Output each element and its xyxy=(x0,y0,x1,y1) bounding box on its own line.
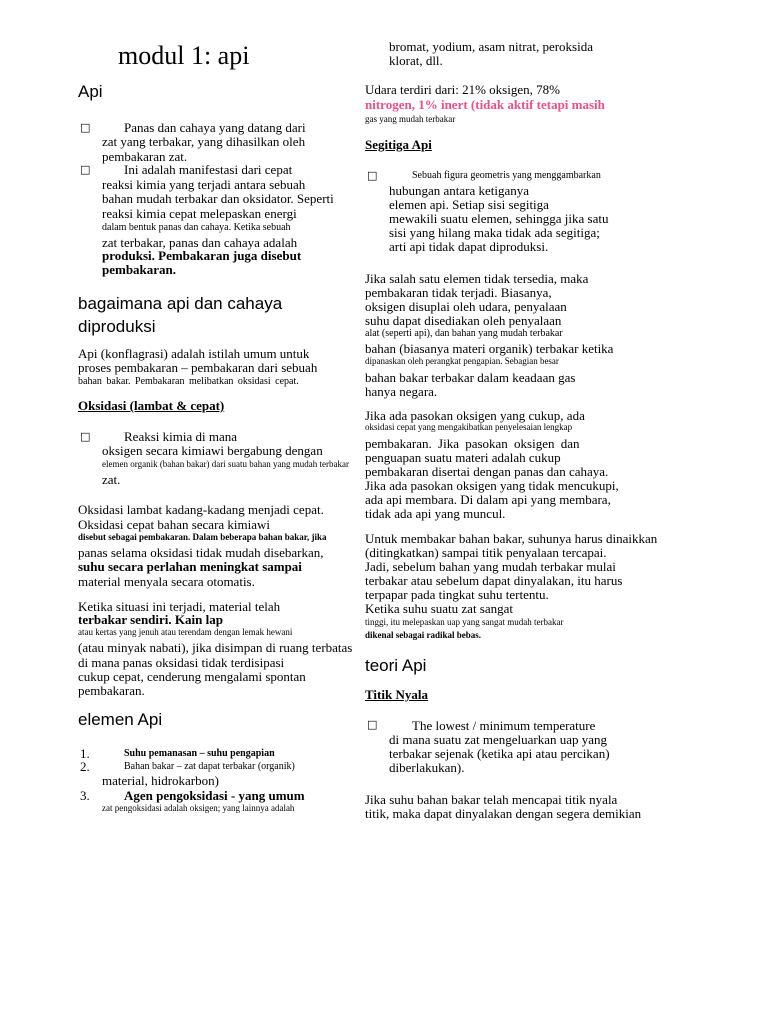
how-p1-line-2: proses pembakaran – pembakaran dari sebuah xyxy=(78,360,318,375)
api-bullet-2-line-6: zat terbakar, panas dan cahaya adalah xyxy=(102,235,298,250)
heading-teori: teori Api xyxy=(365,656,427,675)
api-bullet-2-line-5: dalam bentuk panas dan cahaya. Ketika sebuah xyxy=(102,222,291,233)
right-p1-line-1: Jika salah satu elemen tidak tersedia, maka xyxy=(365,271,589,286)
elemen-item-3b: zat pengoksidasi adalah oksigen; yang lainnya adalah xyxy=(102,803,295,813)
right-top-line-1: bromat, yodium, asam nitrat, peroksida xyxy=(389,39,593,54)
titik-bullet-line-2: di mana suatu zat mengeluarkan uap yang xyxy=(389,732,608,747)
heading-how-line-2: diproduksi xyxy=(78,317,156,336)
api-bullet-2-line-4: reaksi kimia cepat melepaskan energi xyxy=(102,206,297,221)
how-p2-line-6: material menyala secara otomatis. xyxy=(78,574,255,589)
right-p3-line-7: tinggi, itu melepaskan uap yang sangat mudah terbakar xyxy=(365,617,564,627)
heading-how-line-1: bagaimana api dan cahaya xyxy=(78,294,283,313)
how-p2-line-3: disebut sebagai pembakaran. Dalam beberapa bahan bakar, jika xyxy=(78,532,327,542)
segitiga-bullet-line-1: Sebuah figura geometris yang menggambarkan xyxy=(412,170,601,181)
subheading-oksidasi: Oksidasi (lambat & cepat) xyxy=(78,398,225,413)
right-p2-line-3: pembakaran. Jika pasokan oksigen dan xyxy=(365,436,580,451)
segitiga-bullet-line-3: elemen api. Setiap sisi segitiga xyxy=(389,197,549,212)
bullet-icon: □ xyxy=(80,163,91,176)
heading-api: Api xyxy=(78,82,103,101)
right-p3-line-5: terpapar pada tingkat suhu tertentu. xyxy=(365,587,549,602)
right-p3-line-1: Untuk membakar bahan bakar, suhunya harus dinaikkan xyxy=(365,531,658,546)
subheading-segitiga: Segitiga Api xyxy=(365,137,432,152)
api-bullet-1-line-3: pembakaran zat. xyxy=(102,149,188,164)
bullet-icon: □ xyxy=(367,169,378,182)
elemen-item-3: Agen pengoksidasi - yang umum xyxy=(124,788,305,803)
right-p2-line-4: penguapan suatu materi adalah cukup xyxy=(365,450,561,465)
right-p4-line-1: Jika suhu bahan bakar telah mencapai titik nyala xyxy=(365,792,618,807)
elemen-num-2: 2. xyxy=(80,759,90,774)
how-p2-line-2: Oksidasi cepat bahan secara kimiawi xyxy=(78,517,271,532)
how-p3-line-3: atau kertas yang jenuh atau terendam dengan lemak hewani xyxy=(78,627,293,637)
oks-bullet-line-2: oksigen secara kimiawi bergabung dengan xyxy=(102,443,323,458)
right-p2-line-8: tidak ada api yang muncul. xyxy=(365,506,506,521)
right-p1-line-6: bahan (biasanya materi organik) terbakar ketika xyxy=(365,341,614,356)
api-bullet-2-line-2: reaksi kimia yang terjadi antara sebuah xyxy=(102,177,306,192)
elemen-num-3: 3. xyxy=(80,788,90,803)
right-p2-line-6: Jika ada pasokan oksigen yang tidak mencukupi, xyxy=(365,478,619,493)
how-p2-line-5: suhu secara perlahan meningkat sampai xyxy=(78,559,302,574)
how-p3-line-7: pembakaran. xyxy=(78,683,145,698)
bullet-icon: □ xyxy=(367,718,378,731)
udara-line-2: nitrogen, 1% inert (tidak aktif tetapi masih xyxy=(365,97,605,112)
bullet-icon: □ xyxy=(80,121,91,134)
oks-bullet-line-3: elemen organik (bahan bakar) dari suatu bahan yang mudah terbakar xyxy=(102,459,349,469)
elemen-item-2b: material, hidrokarbon) xyxy=(102,773,219,788)
elemen-item-1: Suhu pemanasan – suhu pengapian xyxy=(124,748,275,759)
right-p2-line-1: Jika ada pasokan oksigen yang cukup, ada xyxy=(365,408,585,423)
right-p1-line-9: hanya negara. xyxy=(365,384,438,399)
right-p1-line-2: pembakaran tidak terjadi. Biasanya, xyxy=(365,285,552,300)
segitiga-bullet-line-5: sisi yang hilang maka tidak ada segitiga; xyxy=(389,225,600,240)
how-p2-line-4: panas selama oksidasi tidak mudah disebarkan, xyxy=(78,545,324,560)
udara-line-3: gas yang mudah terbakar xyxy=(365,114,456,124)
right-p4-line-2: titik, maka dapat dinyalakan dengan segera demikian xyxy=(365,806,642,821)
elemen-num-1: 1. xyxy=(80,746,90,761)
segitiga-bullet-line-4: mewakili suatu elemen, sehingga jika satu xyxy=(389,211,609,226)
right-p3-line-8: dikenal sebagai radikal bebas. xyxy=(365,630,482,640)
udara-line-1: Udara terdiri dari: 21% oksigen, 78% xyxy=(365,82,560,97)
right-p3-line-3: Jadi, sebelum bahan yang mudah terbakar mulai xyxy=(365,559,616,574)
right-p1-line-8: bahan bakar terbakar dalam keadaan gas xyxy=(365,370,576,385)
subheading-titik-nyala: Titik Nyala xyxy=(365,687,428,702)
right-p1-line-4: suhu dapat disediakan oleh penyalaan xyxy=(365,313,562,328)
right-p2-line-5: pembakaran disertai dengan panas dan cahaya. xyxy=(365,464,609,479)
right-p3-line-6: Ketika suhu suatu zat sangat xyxy=(365,601,514,616)
api-bullet-2-line-7: produksi. Pembakaran juga disebut xyxy=(102,248,302,263)
elemen-item-2: Bahan bakar – zat dapat terbakar (organik) xyxy=(124,761,295,772)
right-p2-line-7: ada api membara. Di dalam api yang membara, xyxy=(365,492,611,507)
how-p3-line-1: Ketika situasi ini terjadi, material telah xyxy=(78,599,281,614)
how-p3-line-2: terbakar sendiri. Kain lap xyxy=(78,612,223,627)
titik-bullet-line-1: The lowest / minimum temperature xyxy=(412,718,596,733)
oks-bullet-line-4: zat. xyxy=(102,472,121,487)
segitiga-bullet-line-6: arti api tidak dapat diproduksi. xyxy=(389,239,549,254)
heading-elemen: elemen Api xyxy=(78,710,163,729)
right-p1-line-3: oksigen disuplai oleh udara, penyalaan xyxy=(365,299,567,314)
api-bullet-2-line-3: bahan mudah terbakar dan oksidator. Seperti xyxy=(102,191,334,206)
how-p1-line-3: bahan bakar. Pembakaran melibatkan oksidasi cepat. xyxy=(78,376,299,387)
oks-bullet-line-1: Reaksi kimia di mana xyxy=(124,429,238,444)
right-p1-line-7: dipanaskan oleh perangkat pengapian. Sebagian besar xyxy=(365,356,559,366)
api-bullet-1-line-1: Panas dan cahaya yang datang dari xyxy=(124,120,306,135)
right-top-line-2: klorat, dll. xyxy=(389,53,443,68)
bullet-icon: □ xyxy=(80,430,91,443)
api-bullet-2-line-8: pembakaran. xyxy=(102,262,177,277)
right-p1-line-5: alat (seperti api), dan bahan yang mudah terbakar xyxy=(365,328,563,339)
how-p3-line-5: di mana panas oksidasi tidak terdisipasi xyxy=(78,655,285,670)
api-bullet-1-line-2: zat yang terbakar, yang dihasilkan oleh xyxy=(102,134,306,149)
how-p2-line-1: Oksidasi lambat kadang-kadang menjadi cepat. xyxy=(78,502,324,517)
right-p3-line-2: (ditingkatkan) sampai titik penyalaan tercapai. xyxy=(365,545,607,560)
titik-bullet-line-4: diberlakukan). xyxy=(389,760,465,775)
api-bullet-2-line-1: Ini adalah manifestasi dari cepat xyxy=(124,162,293,177)
page-title: modul 1: api xyxy=(118,41,250,70)
segitiga-bullet-line-2: hubungan antara ketiganya xyxy=(389,183,530,198)
how-p3-line-4: (atau minyak nabati), jika disimpan di ruang terbatas xyxy=(78,640,353,655)
right-p3-line-4: terbakar atau sebelum dapat dinyalakan, itu harus xyxy=(365,573,623,588)
right-p2-line-2: oksidasi cepat yang mengakibatkan penyelesaian lengkap xyxy=(365,422,573,432)
how-p1-line-1: Api (konflagrasi) adalah istilah umum untuk xyxy=(78,346,310,361)
how-p3-line-6: cukup cepat, cenderung mengalami spontan xyxy=(78,669,306,684)
titik-bullet-line-3: terbakar sejenak (ketika api atau percikan) xyxy=(389,746,610,761)
